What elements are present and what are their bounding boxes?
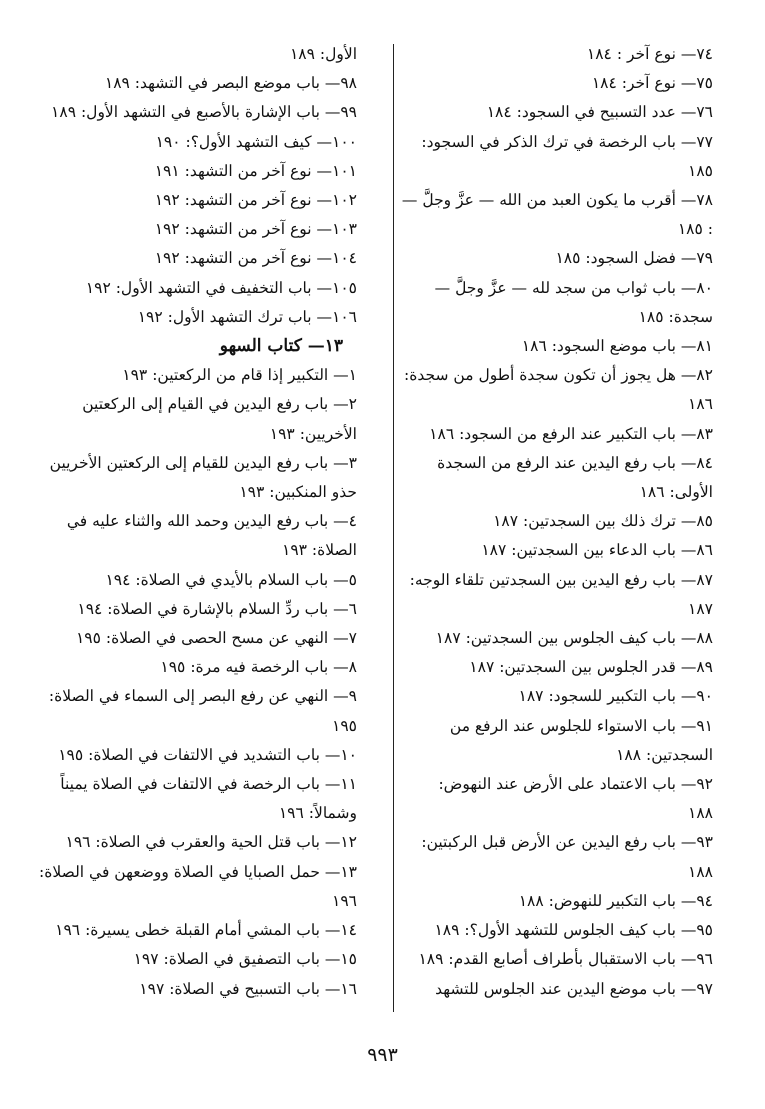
toc-entry: ٤— باب رفع اليدين وحمد الله والثناء عليه في (66, 512, 357, 531)
toc-entry: ٩١— باب الاستواء للجلوس عند الرفع من (449, 716, 713, 735)
toc-entry: ١٦— باب التسبيح في الصلاة: ١٩٧ (139, 979, 357, 998)
toc-entry: ١٨٥ (688, 161, 713, 180)
toc-entry: ٥— باب السلام بالأيدي في الصلاة: ١٩٤ (105, 570, 357, 589)
toc-entry: ٧٨— أقرب ما يكون العبد من الله — عزَّ وجلَّ — (401, 191, 713, 210)
toc-entry: ١٨٨ (688, 804, 713, 823)
toc-entry: ١٤— باب المشي أمام القبلة خطى يسيرة: ١٩٦ (55, 921, 357, 940)
column-divider (393, 44, 394, 1012)
toc-entry: ١— التكبير إذا قام من الركعتين: ١٩٣ (122, 366, 357, 385)
toc-entry: ٦— باب ردِّ السلام بالإشارة في الصلاة: ١٩٤ (77, 599, 357, 618)
toc-entry: ١٠٦— باب ترك التشهد الأول: ١٩٢ (137, 307, 357, 326)
toc-entry: ٧٧— باب الرخصة في ترك الذكر في السجود: (421, 132, 713, 151)
toc-entry: الأولى: ١٨٦ (639, 483, 713, 502)
toc-entry: الأخريين: ١٩٣ (269, 424, 357, 443)
toc-entry: ٩٤— باب التكبير للنهوض: ١٨٨ (518, 891, 713, 910)
toc-entry: ١١— باب الرخصة في الالتفات في الصلاة يميناً (60, 775, 357, 794)
section-heading: ١٣— كتاب السهو (219, 336, 343, 357)
toc-column-right (393, 40, 713, 1004)
toc-entry: ١٩٦ (332, 891, 357, 910)
toc-entry: ٩٩— باب الإشارة بالأصبع في التشهد الأول: ١٨٩ (51, 103, 357, 122)
toc-entry: ١٠٤— نوع آخر من التشهد: ١٩٢ (154, 249, 357, 268)
toc-entry: ١٨٨ (688, 862, 713, 881)
toc-entry: ١٠١— نوع آخر من التشهد: ١٩١ (154, 161, 357, 180)
toc-entry: ١٠٢— نوع آخر من التشهد: ١٩٢ (154, 191, 357, 210)
toc-entry: ٧— النهي عن مسح الحصى في الصلاة: ١٩٥ (75, 629, 357, 648)
toc-entry: ٧٩— فضل السجود: ١٨٥ (555, 249, 713, 268)
toc-entry: ٩٠— باب التكبير للسجود: ١٨٧ (518, 687, 713, 706)
toc-entry: ١٠٥— باب التخفيف في التشهد الأول: ١٩٢ (85, 278, 357, 297)
toc-column-left (37, 40, 357, 1004)
toc-entry: ١٥— باب التصفيق في الصلاة: ١٩٧ (133, 950, 357, 969)
toc-entry: ٢— باب رفع اليدين في القيام إلى الركعتين (82, 395, 357, 414)
toc-entry: سجدة: ١٨٥ (638, 307, 713, 326)
toc-entry: ٨٢— هل يجوز أن تكون سجدة أطول من سجدة: (404, 366, 713, 385)
toc-entry: ١٨٧ (688, 599, 713, 618)
toc-entry: ٧٤— نوع آخر : ١٨٤ (586, 45, 713, 63)
toc-entry: ٩٣— باب رفع اليدين عن الأرض قبل الركبتين: (421, 833, 713, 852)
toc-entry: ٨٦— باب الدعاء بين السجدتين: ١٨٧ (481, 541, 713, 560)
toc-entry: الصلاة: ١٩٣ (282, 541, 357, 560)
toc-entry: حذو المنكبين: ١٩٣ (239, 483, 357, 502)
toc-entry: ١٣— حمل الصبايا في الصلاة ووضعهن في الصلاة: (39, 862, 357, 881)
toc-entry: ٨٤— باب رفع اليدين عند الرفع من السجدة (437, 453, 713, 472)
toc-entry: ٣— باب رفع اليدين للقيام إلى الركعتين الأخريين (49, 453, 357, 472)
toc-entry: ٨٨— باب كيف الجلوس بين السجدتين: ١٨٧ (435, 629, 713, 648)
toc-entry: ١٠— باب التشديد في الالتفات في الصلاة: ١٩٥ (58, 745, 357, 764)
toc-entry: ١٠٣— نوع آخر من التشهد: ١٩٢ (154, 220, 357, 239)
toc-entry: ٩٨— باب موضع البصر في التشهد: ١٨٩ (104, 74, 357, 93)
toc-entry: ٩— النهي عن رفع البصر إلى السماء في الصلاة: (48, 687, 357, 706)
toc-entry: ٨٠— باب ثواب من سجد لله — عزَّ وجلَّ — (434, 278, 713, 297)
toc-entry: ١٠٠— كيف التشهد الأول؟: ١٩٠ (155, 132, 357, 151)
toc-entry: ١٩٥ (332, 716, 357, 735)
toc-entry: ٩٦— باب الاستقبال بأطراف أصابع القدم: ١٨٩ (418, 950, 713, 969)
toc-entry: وشمالاً: ١٩٦ (278, 804, 357, 823)
toc-entry: : ١٨٥ (677, 220, 713, 239)
toc-entry: الأول: ١٨٩ (289, 45, 357, 63)
toc-entry: ٨— باب الرخصة فيه مرة: ١٩٥ (160, 658, 357, 677)
toc-entry: ٧٦— عدد التسبيح في السجود: ١٨٤ (486, 103, 713, 122)
page-number: ٩٩٣ (367, 1044, 398, 1066)
toc-entry: ٩٥— باب كيف الجلوس للتشهد الأول؟: ١٨٩ (434, 921, 713, 940)
toc-entry: ١٢— باب قتل الحية والعقرب في الصلاة: ١٩٦ (65, 833, 357, 852)
toc-entry: ٩٢— باب الاعتماد على الأرض عند النهوض: (438, 775, 713, 794)
toc-entry: السجدتين: ١٨٨ (616, 745, 713, 764)
toc-entry: ٨٩— قدر الجلوس بين السجدتين: ١٨٧ (469, 658, 713, 677)
toc-entry: ٨٣— باب التكبير عند الرفع من السجود: ١٨٦ (429, 424, 713, 443)
toc-entry: ٨٥— ترك ذلك بين السجدتين: ١٨٧ (493, 512, 713, 531)
toc-entry: ٨٧— باب رفع اليدين بين السجدتين تلقاء الوجه: (409, 570, 713, 589)
toc-entry: ٩٧— باب موضع اليدين عند الجلوس للتشهد (435, 979, 713, 998)
toc-entry: ١٨٦ (688, 395, 713, 414)
toc-entry: ٧٥— نوع آخر: ١٨٤ (591, 74, 713, 93)
toc-entry: ٨١— باب موضع السجود: ١٨٦ (521, 337, 713, 356)
